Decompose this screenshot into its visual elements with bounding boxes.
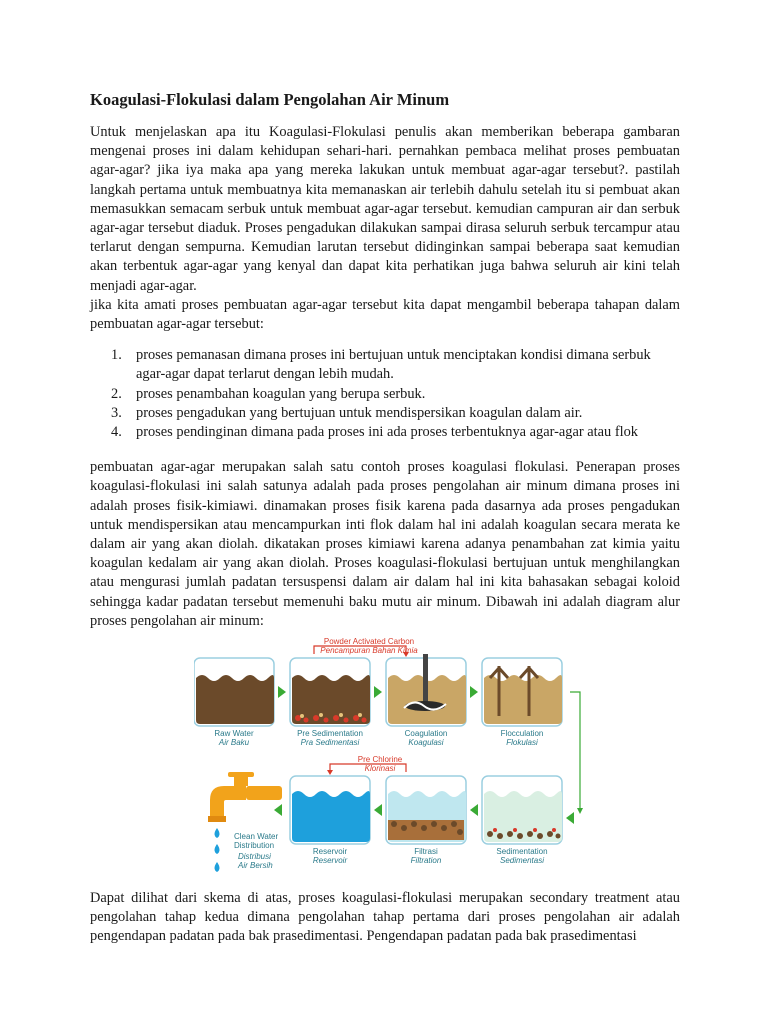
air-bersih-label: Air Bersih [238, 861, 273, 871]
reservoir-id-label: Reservoir [312, 856, 348, 866]
steps-list [90, 346, 680, 442]
flow-arrow-icon [374, 804, 382, 816]
flow-arrow-icon [274, 804, 282, 816]
list-item: 3. proses pengadukan yang bertujuan untuk mendispersikan koagulan dalam air. [111, 404, 583, 421]
flow-arrow-icon [374, 686, 382, 698]
list-item: 4. proses pendinginan dimana pada proses ini ada proses terbentuknya agar-agar atau flok [111, 424, 639, 441]
pre-sedimentation-label: Pre Sedimentation [297, 729, 363, 739]
list-item: 2. proses penambahan koagulan yang berupa serbuk. [111, 385, 426, 402]
flocculation-tank [482, 658, 562, 726]
koagulasi-label: Koagulasi [408, 738, 444, 748]
connector-line [570, 692, 580, 811]
water-drop-icon [215, 862, 220, 872]
flokulasi-label: Flokulasi [506, 738, 538, 748]
intro-paragraph: Untuk menjelaskan apa itu Koagulasi-Flokulasi penulis akan memberikan beberapa gambaran mengenai proses ini dalam kehidupan sehari-hari. pernahkan pembaca melihat proses pembuatan agar-agar? jika iya maka apa yang mereka lakukan untuk membuat agar-agar tersebut?. pastilah langkah pertama untuk membuatnya kita memanaskan air terlebih dahulu setelah itu si pembuat akan memasukkan semacam serbuk untuk membuat agar-agar tersebut. kemudian campuran air dan serbuk agar-agar tersebut diaduk. Proses pengadukan dilakukan sampai dirasa seluruh serbuk tercampur atau terlarut dengan sempurna. Kemudian larutan tersebut didinginkan sampai beberapa saat kemudian akan terbentuk agar-agar yang kenyal dan dapat kita perhatikan juga bahwa seluruh air kini telah menjadi agar-agar. [90, 124, 680, 294]
raw-water-tank [194, 658, 274, 726]
conclusion-paragraph: Dapat dilihat dari skema di atas, proses koagulasi-flokulasi merupakan secondary treatment atau pengolahan tahap kedua dimana pengolahan tahap pertama dari proses pengolahan air adalah pengendapan padatan pada bak prasedimentasi. Pengendapan padatan pada bak prasedimentasi [90, 890, 680, 945]
pre-sedimentation-tank [290, 658, 370, 726]
sedimentation-label: Sedimentation [496, 847, 548, 857]
page-title: Koagulasi-Flokulasi dalam Pengolahan Air Minum [90, 90, 450, 109]
distribution-label: Distribution [234, 841, 275, 851]
water-tap-icon [208, 772, 282, 822]
flow-arrow-icon [566, 812, 574, 824]
klorinasi-label: Klorinasi [364, 764, 396, 774]
distribusi-label: Distribusi [238, 852, 271, 862]
raw-water-label: Raw Water [214, 729, 254, 739]
steps-intro-paragraph: jika kita amati proses pembuatan agar-agar tersebut kita dapat mengambil beberapa tahapan dalam pembuatan agar-agar tersebut: [90, 296, 680, 333]
water-drop-icon [215, 828, 220, 838]
document-page [90, 90, 680, 947]
sedimentation-tank [482, 776, 562, 844]
flow-arrow-icon [470, 804, 478, 816]
clean-water-label: Clean Water [234, 832, 279, 842]
filtrasi-label: Filtrasi [414, 847, 438, 857]
reservoir-tank [290, 776, 370, 844]
air-baku-label: Air Baku [218, 738, 250, 748]
flocculation-label: Flocculation [500, 729, 544, 739]
flow-arrow-icon [470, 686, 478, 698]
mixer-shaft [423, 654, 428, 704]
flow-arrow-icon [278, 686, 286, 698]
sedimentasi-label: Sedimentasi [499, 856, 545, 866]
filtration-label: Filtration [410, 856, 442, 866]
reservoir-label: Reservoir [312, 847, 348, 857]
list-item: 1. proses pemanasan dimana proses ini bertujuan untuk menciptakan kondisi dimana serbuk agar-agar dapat terlarut dengan lebih mudah. [111, 347, 651, 383]
chemical-mixing-label: Pencampuran Bahan Kimia [320, 646, 418, 656]
filtration-tank [386, 776, 466, 844]
process-paragraph: pembuatan agar-agar merupakan salah satu contoh proses koagulasi flokulasi. Penerapan proses koagulasi-flokulasi ini salah satunya adalah pada proses pengolahan air minum dimana proses ini adalah proses fisik-kimiawi. dinamakan proses fisik karena pada dasarnya ada proses pengadukan untuk mendispersikan atau mencampurkan inti flok dalam hal ini adalah koagulan secara merata ke dalam air yang akan diolah. dikatakan proses kimiawi karena adanya penambahan zat kimia yaitu koagulan kedalam air yang akan diolah. Proses koagulasi-flokulasi bertujuan untuk menghilangkan atau mengurasi jumlah padatan tersuspensi dalam air dalam hal ini kita bahasakan sebagai koloid sehingga kadar padatan tersebut memenuhi baku mutu air minum. Dibawah ini adalah diagram alur proses pengolahan air minum: [90, 459, 680, 629]
pra-sedimentasi-label: Pra Sedimentasi [300, 738, 360, 748]
pre-chlorine-label: Pre Chlorine [357, 755, 403, 765]
coagulation-tank [386, 654, 466, 726]
water-drop-icon [215, 844, 220, 854]
pac-label: Powder Activated Carbon [323, 637, 415, 647]
water-treatment-diagram [194, 636, 594, 886]
coagulation-label: Coagulation [404, 729, 448, 739]
